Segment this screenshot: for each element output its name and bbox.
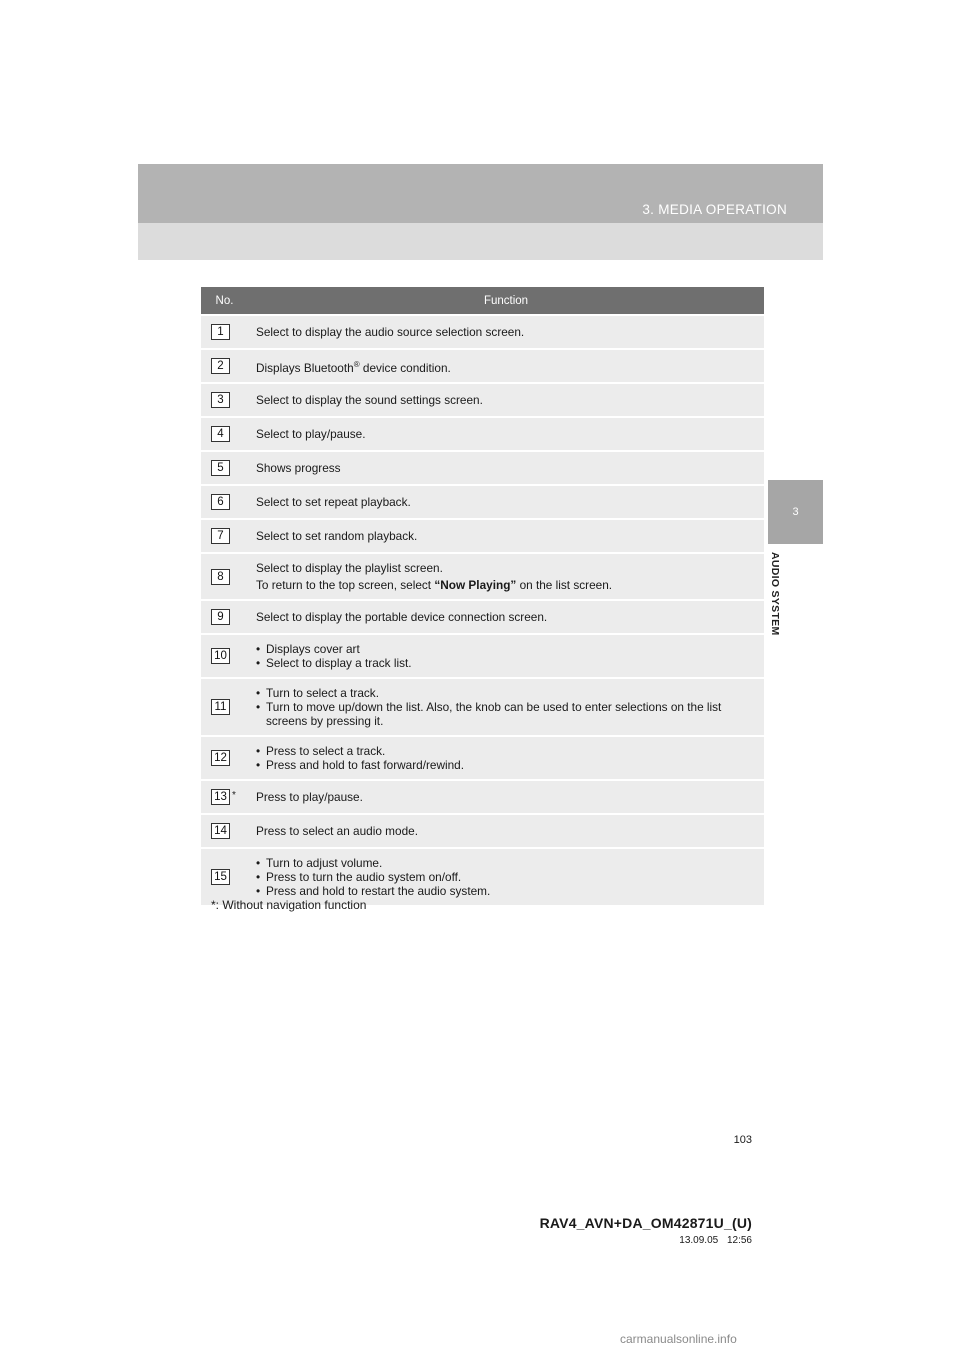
bullet-item: • Select to display a track list. (256, 656, 756, 670)
function-cell: Press to select an audio mode. (248, 814, 764, 848)
number-box: 12 (211, 750, 230, 766)
now-playing-label: “Now Playing” (434, 578, 517, 592)
function-cell: Select to play/pause. (248, 417, 764, 451)
table-row (201, 678, 764, 736)
table-row (201, 814, 764, 848)
row-number-cell (201, 678, 248, 736)
row-number-cell (201, 553, 248, 600)
bullet-item: • Press and hold to restart the audio system. (256, 884, 756, 898)
number-box: 8 (211, 569, 230, 585)
row-number-cell (201, 315, 248, 349)
number-box: 6 (211, 494, 230, 510)
bullet-item: • Turn to move up/down the list. Also, the knob can be used to enter selections on the list screens by pressing it. (256, 700, 756, 728)
row-number-cell (201, 848, 248, 905)
table-row (201, 519, 764, 553)
table-row (201, 634, 764, 678)
chapter-number: 3 (792, 506, 799, 518)
function-cell: Select to display the portable device connection screen. (248, 600, 764, 634)
header-subband (138, 223, 823, 260)
header-band (138, 164, 823, 223)
function-cell: Select to set random playback. (248, 519, 764, 553)
table-row (201, 600, 764, 634)
table-row (201, 780, 764, 814)
bullet-list (256, 744, 756, 772)
bullet-item: • Press and hold to fast forward/rewind. (256, 758, 756, 772)
table-row (201, 417, 764, 451)
bullet-list (256, 856, 756, 898)
number-box: 3 (211, 392, 230, 408)
function-line: Select to display the playlist screen. (256, 561, 443, 575)
row-number-cell (201, 383, 248, 417)
function-cell (248, 349, 764, 383)
row-number-cell (201, 600, 248, 634)
bullet-item: • Displays cover art (256, 642, 756, 656)
row-number-cell (201, 417, 248, 451)
registered-mark: ® (353, 359, 360, 369)
page-number: 103 (733, 1134, 752, 1146)
function-cell (248, 553, 764, 600)
chapter-label-text: AUDIO SYSTEM (769, 552, 781, 636)
number-box: 1 (211, 324, 230, 340)
number-box: 15 (211, 869, 230, 885)
row-number-cell (201, 736, 248, 780)
footnote: *: Without navigation function (211, 898, 367, 912)
bullet-list (256, 642, 756, 670)
bullet-list (256, 686, 756, 728)
row-number-cell (201, 780, 248, 814)
number-box: 11 (211, 699, 230, 715)
column-header-no: No. (201, 287, 248, 315)
function-cell (248, 634, 764, 678)
function-text: Displays Bluetooth (256, 360, 354, 375)
row-number-cell (201, 451, 248, 485)
document-date: 13.09.05 12:56 (679, 1235, 752, 1246)
function-text: on the list screen. (516, 578, 613, 592)
bullet-item: • Press to turn the audio system on/off. (256, 870, 756, 884)
table-row (201, 451, 764, 485)
function-cell (248, 848, 764, 905)
function-cell (248, 678, 764, 736)
number-box: 2 (211, 358, 230, 374)
table-header-row (201, 287, 764, 315)
table-row (201, 383, 764, 417)
chapter-label (769, 552, 789, 662)
footnote-star: * (232, 790, 236, 801)
table-row (201, 485, 764, 519)
bullet-item: • Turn to select a track. (256, 686, 756, 700)
table-row (201, 349, 764, 383)
table-row (201, 553, 764, 600)
row-number-cell (201, 485, 248, 519)
number-box: 7 (211, 528, 230, 544)
table-row (201, 848, 764, 905)
row-number-cell (201, 519, 248, 553)
function-table (201, 287, 764, 905)
chapter-tab (768, 480, 823, 544)
function-cell: Select to set repeat playback. (248, 485, 764, 519)
function-text: device condition. (359, 360, 451, 375)
function-cell (248, 736, 764, 780)
function-cell: Press to play/pause. (248, 780, 764, 814)
row-number-cell (201, 814, 248, 848)
section-title: 3. MEDIA OPERATION (642, 202, 787, 217)
function-cell: Select to display the sound settings screen. (248, 383, 764, 417)
row-number-cell (201, 634, 248, 678)
number-box: 5 (211, 460, 230, 476)
function-cell: Shows progress (248, 451, 764, 485)
watermark: carmanualsonline.info (620, 1332, 737, 1346)
row-number-cell (201, 349, 248, 383)
table-row (201, 736, 764, 780)
bullet-item: • Press to select a track. (256, 744, 756, 758)
function-line (256, 578, 756, 592)
column-header-function: Function (248, 287, 764, 315)
number-box: 10 (211, 648, 230, 664)
number-box: 14 (211, 823, 230, 839)
bullet-item: • Turn to adjust volume. (256, 856, 756, 870)
function-text: To return to the top screen, select (256, 578, 435, 592)
number-box: 9 (211, 609, 230, 625)
document-code: RAV4_AVN+DA_OM42871U_(U) (539, 1215, 752, 1231)
table-row (201, 315, 764, 349)
number-box: 4 (211, 426, 230, 442)
function-cell: Select to display the audio source selection screen. (248, 315, 764, 349)
number-box: 13 (211, 789, 230, 805)
